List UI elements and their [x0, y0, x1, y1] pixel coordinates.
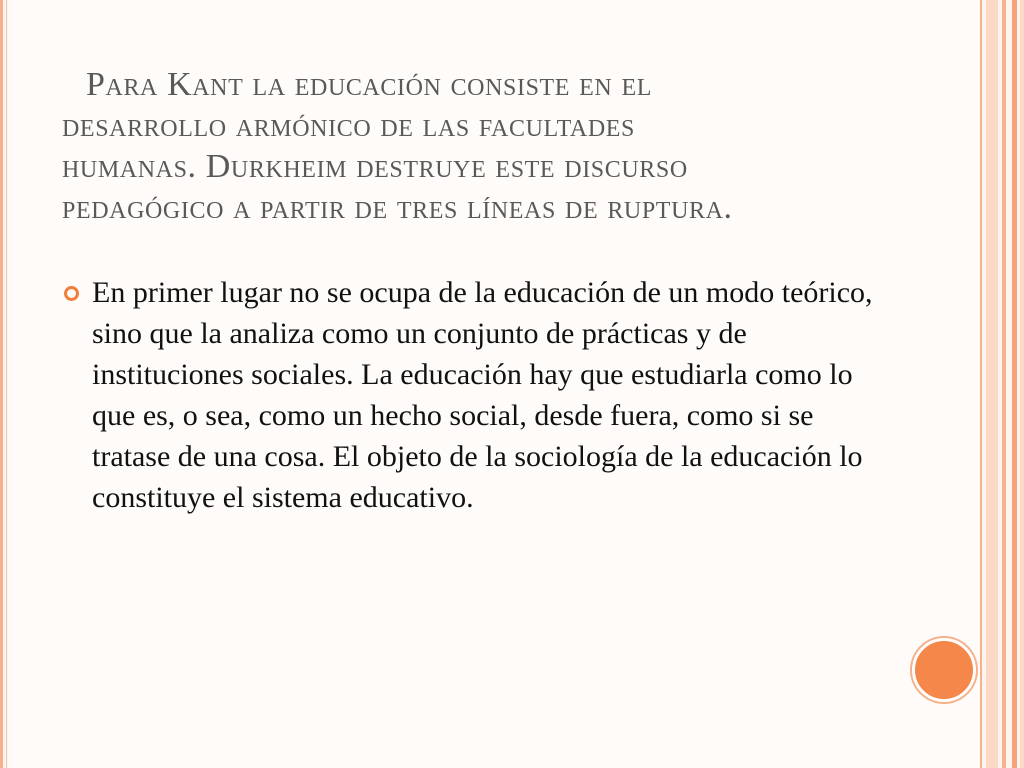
bullet-list [62, 272, 892, 518]
right-border-rule-1 [980, 0, 982, 768]
title-line-2: desarrollo armónico de las facultades [62, 107, 635, 144]
right-border-rule-4 [1020, 0, 1024, 768]
bullet-circle-icon [64, 286, 79, 301]
right-border-band [986, 0, 998, 768]
right-border-rule-2 [1002, 0, 1006, 768]
slide-title [62, 64, 862, 228]
bullet-text: En primer lugar no se ocupa de la educación de un modo teórico, sino que la analiza como un conjunto de prácticas y de instituciones sociales. La educación hay que estudiarla como lo que es, o sea, como un hecho social, desde fuera, como si se tratase de una cosa. El objeto de la sociología de la educación lo constituye el sistema educativo. [92, 276, 873, 514]
decorative-circle-icon [912, 638, 976, 702]
title-line-3: humanas. Durkheim destruye este discurso [62, 148, 688, 185]
left-border-rule-inner [6, 0, 7, 768]
title-line-1: Para Kant la educación consiste en el [86, 66, 652, 103]
title-line-4: pedagógico a partir de tres líneas de ruptura. [62, 189, 733, 226]
right-border-rule-3 [1012, 0, 1017, 768]
bullet-item [62, 272, 892, 518]
left-border-rule [0, 0, 3, 768]
